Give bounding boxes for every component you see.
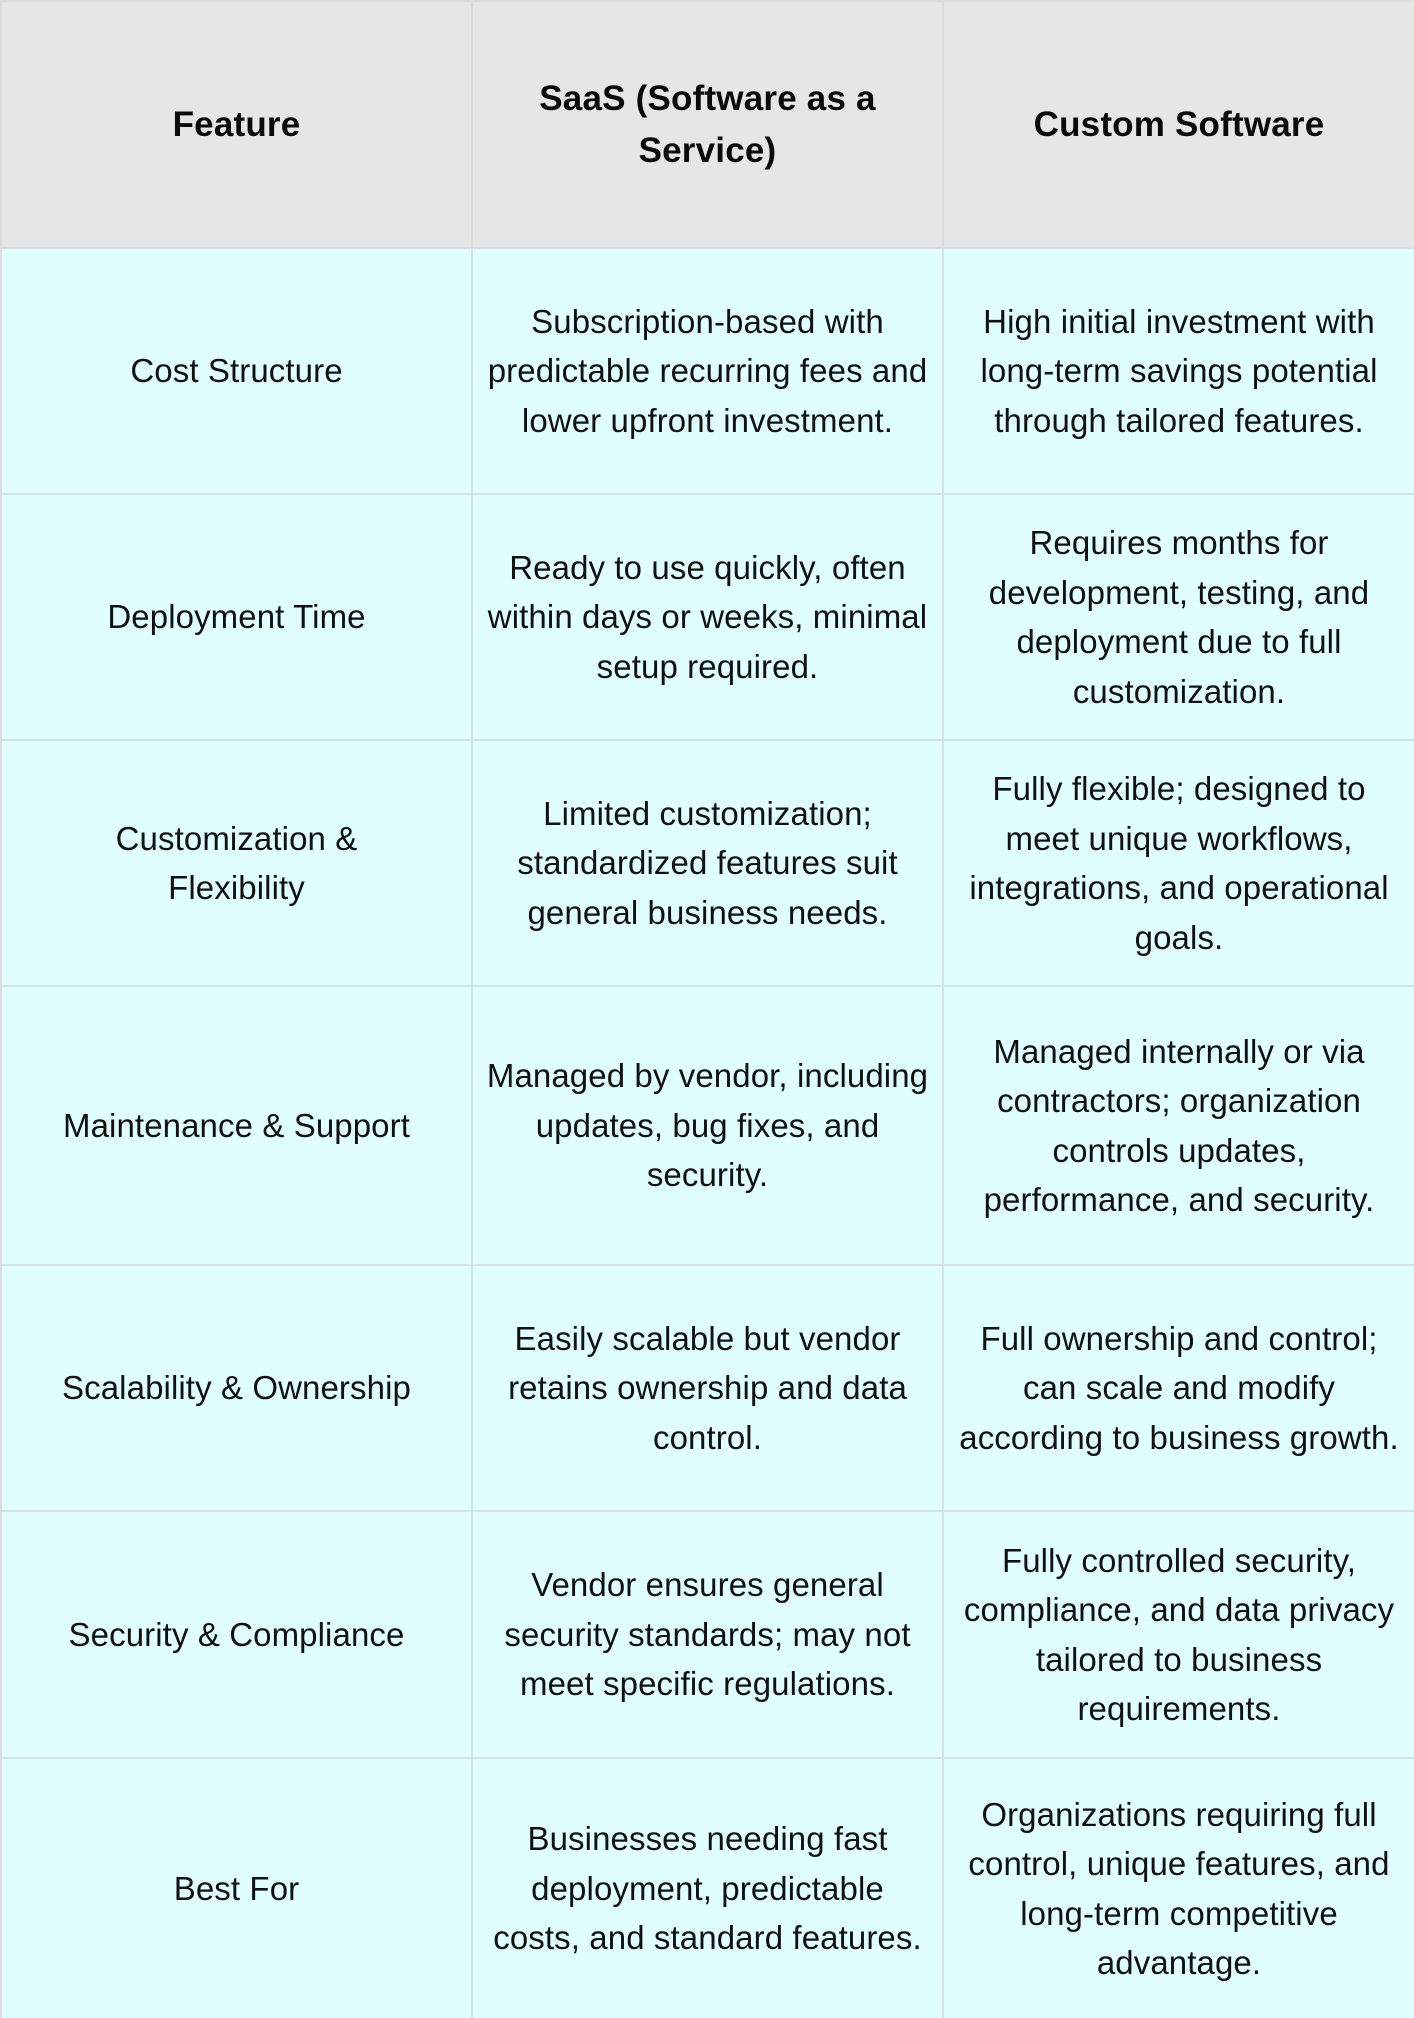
table-row	[1, 740, 1414, 986]
custom-cell: Organizations requiring full control, unique features, and long-term competitive advantage.	[943, 1758, 1414, 2018]
saas-cell: Easily scalable but vendor retains ownership and data control.	[472, 1265, 943, 1511]
feature-cell: Cost Structure	[1, 248, 472, 494]
table-row	[1, 248, 1414, 494]
saas-cell: Vendor ensures general security standards; may not meet specific regulations.	[472, 1511, 943, 1758]
table-row	[1, 1511, 1414, 1758]
custom-cell: Fully controlled security, compliance, and data privacy tailored to business requirements.	[943, 1511, 1414, 1758]
custom-cell: Managed internally or via contractors; organization controls updates, performance, and security.	[943, 986, 1414, 1265]
feature-cell: Maintenance & Support	[1, 986, 472, 1265]
feature-cell: Security & Compliance	[1, 1511, 472, 1758]
custom-cell: Requires months for development, testing, and deployment due to full customization.	[943, 494, 1414, 740]
feature-cell: Deployment Time	[1, 494, 472, 740]
table-row	[1, 494, 1414, 740]
table-header	[1, 1, 1414, 248]
table-body	[1, 248, 1414, 2018]
saas-cell: Managed by vendor, including updates, bug fixes, and security.	[472, 986, 943, 1265]
feature-cell: Scalability & Ownership	[1, 1265, 472, 1511]
saas-cell: Limited customization; standardized features suit general business needs.	[472, 740, 943, 986]
saas-cell: Businesses needing fast deployment, predictable costs, and standard features.	[472, 1758, 943, 2018]
feature-cell: Best For	[1, 1758, 472, 2018]
custom-cell: High initial investment with long-term savings potential through tailored features.	[943, 248, 1414, 494]
saas-cell: Subscription-based with predictable recurring fees and lower upfront investment.	[472, 248, 943, 494]
table-row	[1, 1265, 1414, 1511]
header-feature: Feature	[1, 1, 472, 248]
feature-cell: Customization & Flexibility	[1, 740, 472, 986]
saas-cell: Ready to use quickly, often within days or weeks, minimal setup required.	[472, 494, 943, 740]
header-row	[1, 1, 1414, 248]
custom-cell: Full ownership and control; can scale and modify according to business growth.	[943, 1265, 1414, 1511]
header-saas: SaaS (Software as a Service)	[472, 1, 943, 248]
table-row	[1, 986, 1414, 1265]
table-row	[1, 1758, 1414, 2018]
custom-cell: Fully flexible; designed to meet unique workflows, integrations, and operational goals.	[943, 740, 1414, 986]
header-custom-software: Custom Software	[943, 1, 1414, 248]
